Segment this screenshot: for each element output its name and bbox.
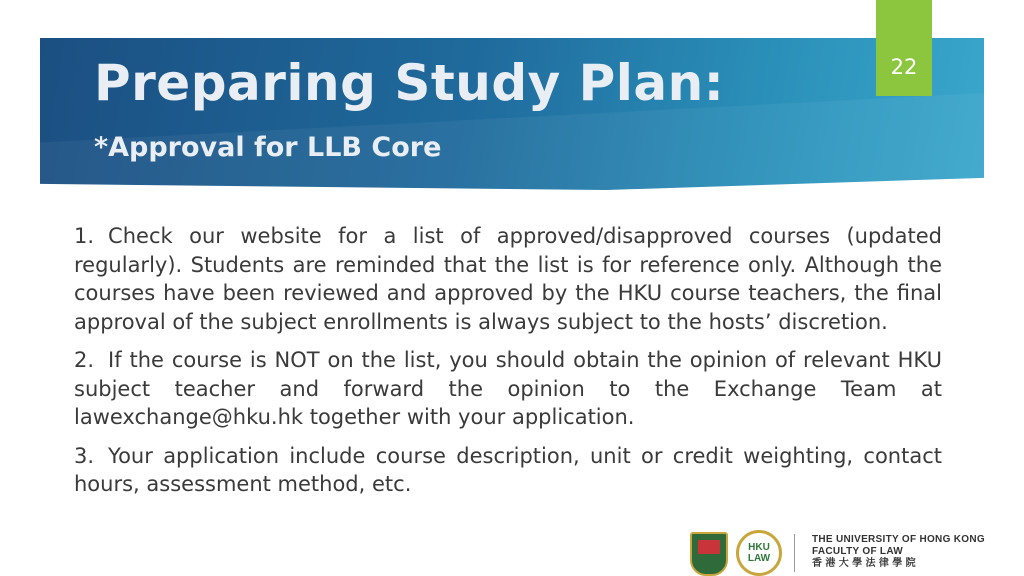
logo-divider bbox=[794, 534, 795, 572]
page-number: 22 bbox=[890, 55, 918, 79]
list-item-number: 3. bbox=[74, 443, 95, 468]
list-item-number: 2. bbox=[74, 348, 95, 372]
university-name-line2: FACULTY OF LAW bbox=[812, 546, 904, 557]
hku-law-logo bbox=[736, 530, 782, 576]
list-item bbox=[74, 442, 942, 499]
list-item bbox=[74, 222, 942, 336]
hku-law-logo-line2: LAW bbox=[747, 553, 771, 564]
slide-title: Preparing Study Plan: bbox=[94, 54, 725, 112]
list-item-number: 1. bbox=[74, 224, 95, 248]
university-crest-icon bbox=[690, 532, 728, 576]
list-item-text: If the course is NOT on the list, you should obtain the opinion of relevant HKU subject teacher and forward the opinion to the Exchange Team at lawexchange@hku.hk together with your application. bbox=[74, 348, 942, 429]
university-name bbox=[812, 534, 985, 570]
list-item-text: Your application include course description, unit or credit weighting, contact hours, assessment method, etc. bbox=[74, 443, 942, 496]
university-name-line3: 香 港 大 學 法 律 學 院 bbox=[812, 558, 916, 569]
list-item bbox=[74, 346, 942, 432]
hku-law-logo-line1: HKU bbox=[748, 542, 770, 553]
slide-content bbox=[74, 222, 942, 509]
university-name-line1: THE UNIVERSITY OF HONG KONG bbox=[812, 534, 985, 545]
page-number-badge bbox=[876, 0, 932, 96]
slide-subtitle: *Approval for LLB Core bbox=[94, 132, 442, 163]
footer-logos bbox=[690, 528, 1010, 576]
list-item-text: Check our website for a list of approved/disapproved courses (updated regularly). Students are reminded that the list is for reference only. Although the courses have been reviewed and approved by the HKU course teachers, the final approval of the subject enrollments is always subject to the hosts’ discretion. bbox=[74, 224, 942, 334]
